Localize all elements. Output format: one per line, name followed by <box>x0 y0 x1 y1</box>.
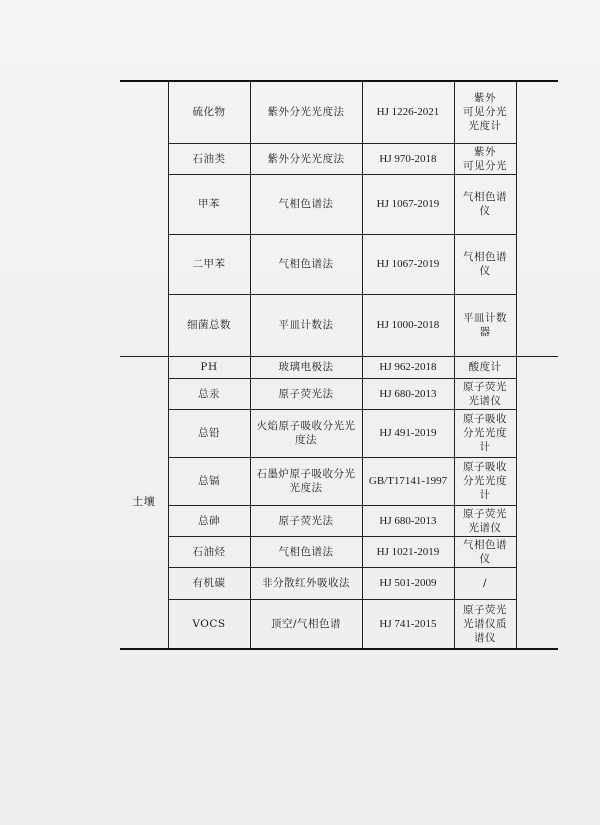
table-row <box>120 457 558 505</box>
standard-cell: HJ 1226-2021 <box>362 81 454 143</box>
method-table <box>120 80 558 650</box>
table-row <box>120 505 558 536</box>
instrument-cell: 原子荧光 光谱仪 <box>454 505 516 536</box>
table-row <box>120 409 558 457</box>
item-cell: PH <box>168 356 250 378</box>
item-cell: 总镉 <box>168 457 250 505</box>
item-cell: 总砷 <box>168 505 250 536</box>
method-cell: 气相色谱法 <box>250 174 362 234</box>
table-row <box>120 234 558 294</box>
standard-cell: HJ 1067-2019 <box>362 174 454 234</box>
method-cell: 气相色谱法 <box>250 234 362 294</box>
method-cell: 原子荧光法 <box>250 378 362 409</box>
table-row <box>120 378 558 409</box>
method-cell: 玻璃电极法 <box>250 356 362 378</box>
standard-cell: HJ 1067-2019 <box>362 234 454 294</box>
method-cell: 火焰原子吸收分光光 度法 <box>250 409 362 457</box>
instrument-cell: 原子荧光 光谱仪 <box>454 378 516 409</box>
method-cell: 石墨炉原子吸收分光 光度法 <box>250 457 362 505</box>
standard-cell: HJ 970-2018 <box>362 143 454 174</box>
table-row <box>120 174 558 234</box>
instrument-cell: / <box>454 567 516 599</box>
instrument-cell: 原子吸收 分光光度 计 <box>454 409 516 457</box>
table-row <box>120 294 558 356</box>
item-cell: 总铅 <box>168 409 250 457</box>
item-cell: VOCS <box>168 599 250 649</box>
instrument-cell: 气相色谱 仪 <box>454 174 516 234</box>
item-cell: 石油类 <box>168 143 250 174</box>
item-cell: 硫化物 <box>168 81 250 143</box>
method-cell: 原子荧光法 <box>250 505 362 536</box>
item-cell: 细菌总数 <box>168 294 250 356</box>
method-cell: 非分散红外吸收法 <box>250 567 362 599</box>
item-cell: 甲苯 <box>168 174 250 234</box>
method-table-container <box>120 80 558 650</box>
table-row <box>120 567 558 599</box>
instrument-cell: 原子吸收 分光光度 计 <box>454 457 516 505</box>
table-row <box>120 143 558 174</box>
method-cell: 顶空/气相色谱 <box>250 599 362 649</box>
standard-cell: HJ 491-2019 <box>362 409 454 457</box>
standard-cell: HJ 1000-2018 <box>362 294 454 356</box>
blank-cell <box>516 356 558 649</box>
standard-cell: HJ 680-2013 <box>362 378 454 409</box>
blank-cell <box>516 81 558 356</box>
standard-cell: HJ 741-2015 <box>362 599 454 649</box>
standard-cell: HJ 1021-2019 <box>362 536 454 567</box>
instrument-cell: 气相色谱 仪 <box>454 234 516 294</box>
instrument-cell: 紫外 可见分光 光度计 <box>454 81 516 143</box>
category-cell-soil: 土壤 <box>120 356 168 649</box>
instrument-cell: 气相色谱 仪 <box>454 536 516 567</box>
table-row <box>120 599 558 649</box>
method-cell: 平皿计数法 <box>250 294 362 356</box>
item-cell: 总汞 <box>168 378 250 409</box>
method-table-body <box>120 81 558 649</box>
table-row <box>120 81 558 143</box>
table-row <box>120 356 558 378</box>
standard-cell: HJ 501-2009 <box>362 567 454 599</box>
table-row <box>120 536 558 567</box>
method-cell: 紫外分光光度法 <box>250 81 362 143</box>
instrument-cell: 酸度计 <box>454 356 516 378</box>
method-cell: 紫外分光光度法 <box>250 143 362 174</box>
standard-cell: HJ 962-2018 <box>362 356 454 378</box>
method-cell: 气相色谱法 <box>250 536 362 567</box>
item-cell: 二甲苯 <box>168 234 250 294</box>
standard-cell: HJ 680-2013 <box>362 505 454 536</box>
instrument-cell: 紫外 可见分光 <box>454 143 516 174</box>
instrument-cell: 原子荧光 光谱仪质 谱仪 <box>454 599 516 649</box>
instrument-cell: 平皿计数 器 <box>454 294 516 356</box>
standard-cell: GB/T17141-1997 <box>362 457 454 505</box>
category-cell-water-blank <box>120 81 168 356</box>
item-cell: 有机碳 <box>168 567 250 599</box>
item-cell: 石油烃 <box>168 536 250 567</box>
